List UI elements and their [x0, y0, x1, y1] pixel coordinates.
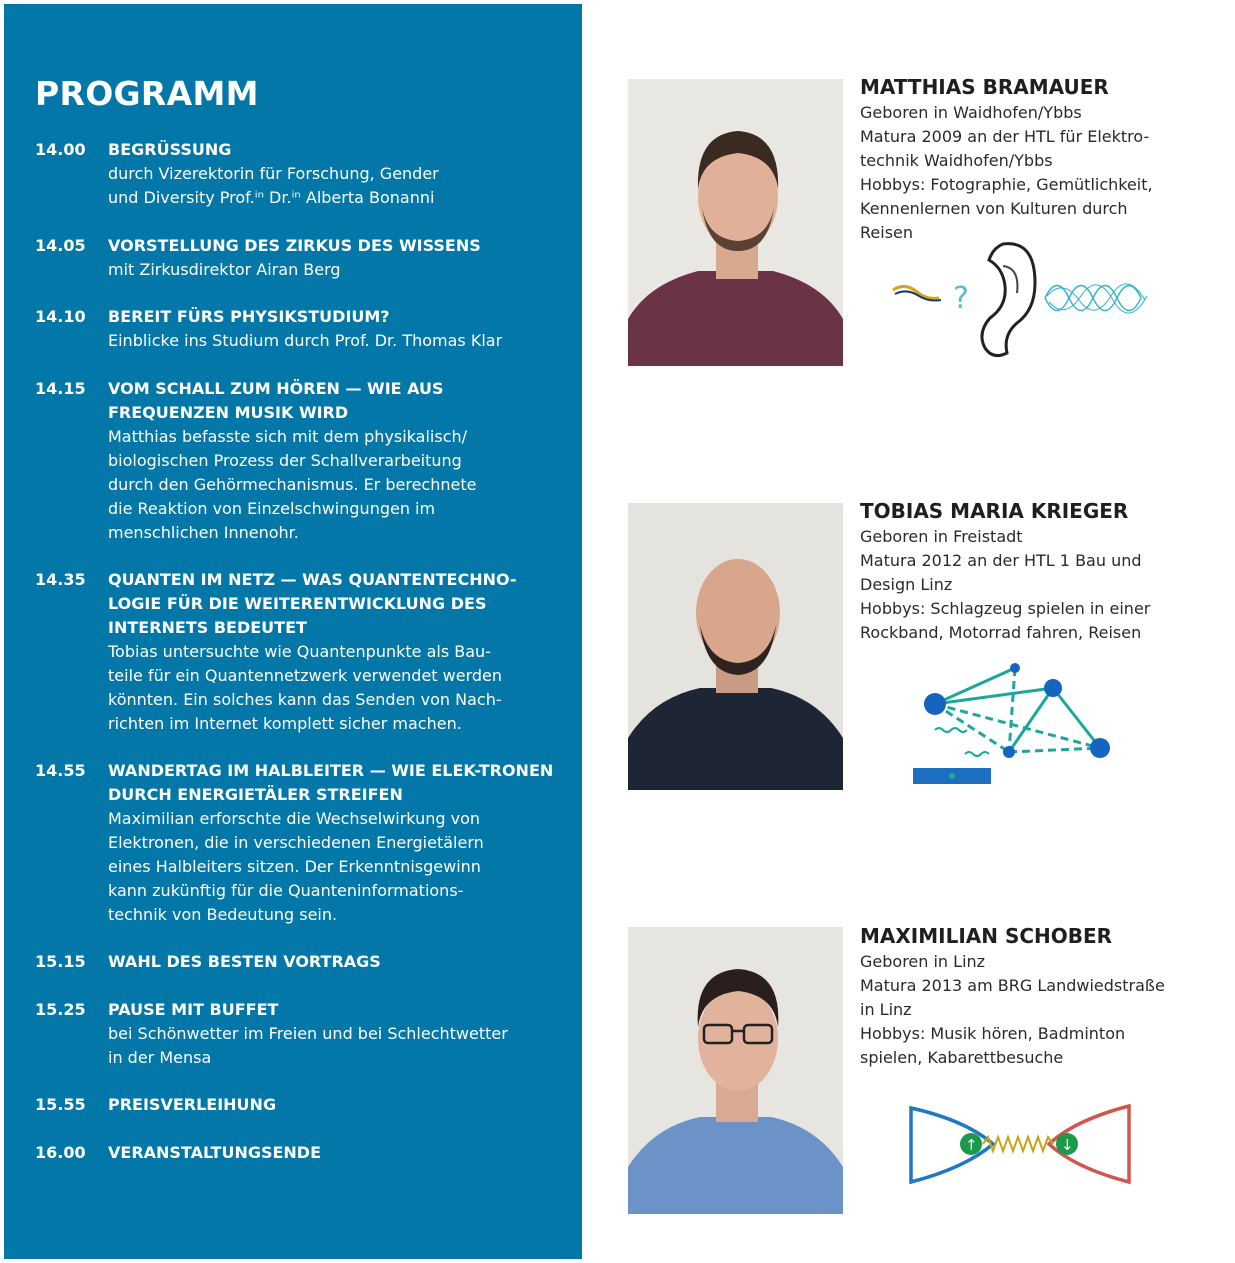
speaker-bio-line: Hobbys: Fotographie, Gemütlichkeit, [860, 175, 1153, 194]
speaker-bio-line: Geboren in Freistadt [860, 527, 1023, 546]
program-item-title: VORSTELLUNG DES ZIRKUS DES WISSENS [108, 236, 481, 255]
program-item-title: VERANSTALTUNGSENDE [108, 1143, 322, 1162]
program-item-desc-line: und Diversity Prof.ⁱⁿ Dr.ⁱⁿ Alberta Bonanni [108, 188, 435, 207]
speaker-photo-matthias [628, 79, 843, 366]
program-item-desc-line: bei Schönwetter im Freien und bei Schlechtwetter [108, 1024, 508, 1043]
program-title: PROGRAMM [35, 74, 259, 113]
speaker-bio-line: in Linz [860, 1000, 912, 1019]
speaker-bio-line: Matura 2013 am BRG Landwiedstraße [860, 976, 1165, 995]
speaker-name: TOBIAS MARIA KRIEGER [860, 499, 1129, 523]
program-item-desc-line: Matthias befasste sich mit dem physikalisch/ [108, 427, 468, 446]
svg-text:?: ? [953, 281, 969, 316]
speaker-bio-line: Matura 2012 an der HTL 1 Bau und [860, 551, 1142, 570]
program-panel [4, 4, 582, 1259]
program-item-desc-line: Maximilian erforschte die Wechselwirkung von [108, 809, 480, 828]
program-time: 14.15 [35, 379, 86, 398]
speaker-name: MAXIMILIAN SCHOBER [860, 924, 1113, 948]
program-item-title: QUANTEN IM NETZ — WAS QUANTENTECHNO-LOGIE FÜR DIE WEITERENTWICKLUNG DES INTERNETS BEDEUTET [108, 570, 517, 637]
quantum-network-icon [905, 660, 1120, 790]
program-item-title: VOM SCHALL ZUM HÖREN — WIE AUS FREQUENZEN MUSIK WIRD [108, 379, 444, 422]
program-item-desc-line: Einblicke ins Studium durch Prof. Dr. Thomas Klar [108, 331, 503, 350]
program-item-desc-line: technik von Bedeutung sein. [108, 905, 338, 924]
program-item-title: BEREIT FÜRS PHYSIKSTUDIUM? [108, 307, 390, 326]
program-time: 15.25 [35, 1000, 86, 1019]
program-time: 15.55 [35, 1095, 86, 1114]
program-item-desc-line: Tobias untersuchte wie Quantenpunkte als Bau- [108, 642, 491, 661]
speaker-bio-line: Reisen [860, 223, 914, 242]
speaker-bio-line: technik Waidhofen/Ybbs [860, 151, 1053, 170]
program-time: 16.00 [35, 1143, 86, 1162]
program-time: 14.35 [35, 570, 86, 589]
speaker-bio [860, 101, 1220, 245]
speaker-bio-line: Geboren in Linz [860, 952, 986, 971]
program-time: 14.10 [35, 307, 86, 326]
svg-text:↑: ↑ [965, 1136, 978, 1154]
energy-valley-spin-icon [905, 1100, 1135, 1190]
speaker-bio-line: spielen, Kabarettbesuche [860, 1048, 1064, 1067]
speaker-photo-tobias [628, 503, 843, 790]
program-item-desc-line: die Reaktion von Einzelschwingungen im [108, 499, 436, 518]
speaker-photo-maximilian [628, 927, 843, 1214]
program-item-desc-line: durch den Gehörmechanismus. Er berechnete [108, 475, 477, 494]
speaker-bio-line: Matura 2009 an der HTL für Elektro- [860, 127, 1150, 146]
speaker-bio-line: Hobbys: Musik hören, Badminton [860, 1024, 1126, 1043]
ear-sound-wave-icon [885, 238, 1160, 368]
speaker-name: MATTHIAS BRAMAUER [860, 75, 1109, 99]
program-item-desc-line: mit Zirkusdirektor Airan Berg [108, 260, 341, 279]
program-item-title: PAUSE MIT BUFFET [108, 1000, 279, 1019]
program-item-title: WANDERTAG IM HALBLEITER — WIE ELEK-TRONEN DURCH ENERGIETÄLER STREIFEN [108, 761, 554, 804]
program-time: 14.55 [35, 761, 86, 780]
speaker-bio-line: Kennenlernen von Kulturen durch [860, 199, 1128, 218]
program-item-desc-line: Elektronen, die in verschiedenen Energietälern [108, 833, 484, 852]
program-item-title: BEGRÜSSUNG [108, 140, 232, 159]
program-item-desc-line: kann zukünftig für die Quanteninformations- [108, 881, 464, 900]
program-item-desc-line: in der Mensa [108, 1048, 212, 1067]
program-item-desc-line: biologischen Prozess der Schallverarbeitung [108, 451, 462, 470]
program-item-desc-line: richten im Internet komplett sicher machen. [108, 714, 462, 733]
speaker-bio-line: Design Linz [860, 575, 953, 594]
program-time: 15.15 [35, 952, 86, 971]
program-item-desc-line: teile für ein Quantennetzwerk verwendet werden [108, 666, 503, 685]
program-time: 14.00 [35, 140, 86, 159]
program-item-desc-line: könnten. Ein solches kann das Senden von Nach- [108, 690, 502, 709]
speaker-bio [860, 950, 1220, 1070]
program-item-desc-line: durch Vizerektorin für Forschung, Gender [108, 164, 439, 183]
speaker-bio-line: Geboren in Waidhofen/Ybbs [860, 103, 1082, 122]
program-item-title: PREISVERLEIHUNG [108, 1095, 277, 1114]
speaker-bio-line: Hobbys: Schlagzeug spielen in einer [860, 599, 1151, 618]
program-item-desc-line: menschlichen Innenohr. [108, 523, 299, 542]
program-item-title: WAHL DES BESTEN VORTRAGS [108, 952, 381, 971]
speaker-bio [860, 525, 1220, 645]
speaker-bio-line: Rockband, Motorrad fahren, Reisen [860, 623, 1142, 642]
svg-text:↓: ↓ [1061, 1136, 1074, 1154]
program-time: 14.05 [35, 236, 86, 255]
program-item-desc-line: eines Halbleiters sitzen. Der Erkenntnisgewinn [108, 857, 481, 876]
